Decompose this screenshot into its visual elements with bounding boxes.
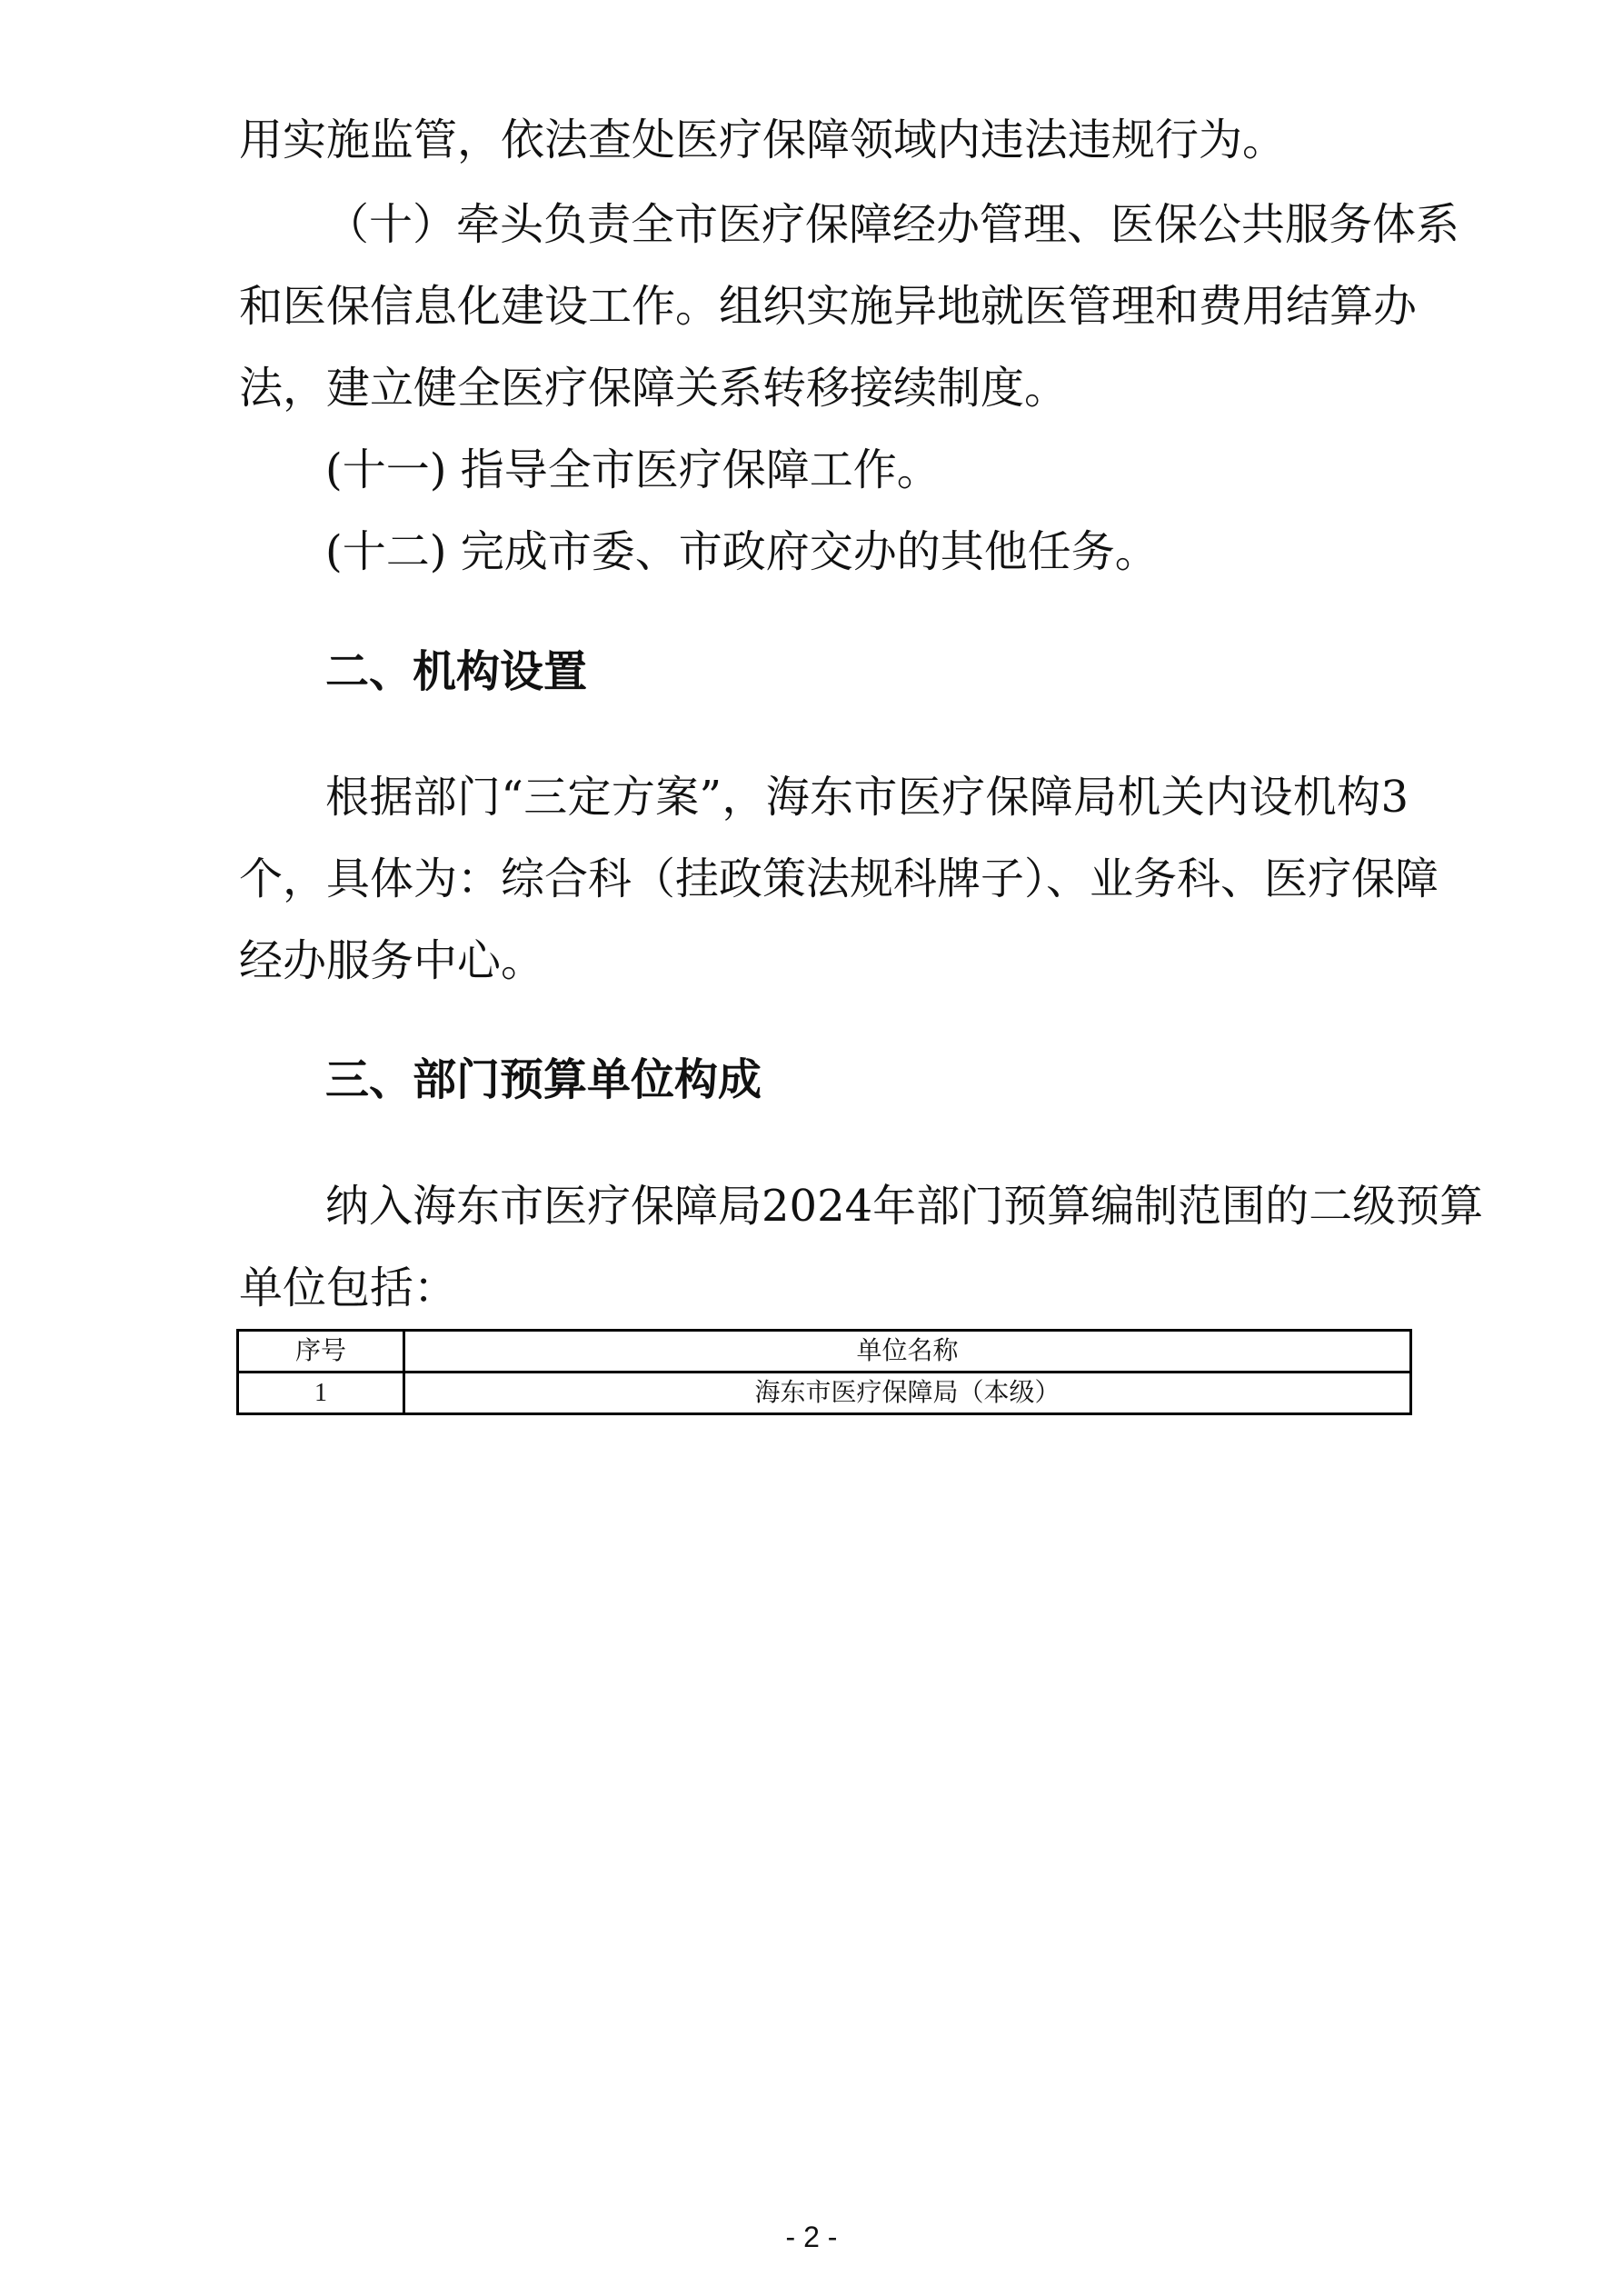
table-row bbox=[238, 1373, 1411, 1414]
paragraph-line: 法，建立健全医疗保障关系转移接续制度。 bbox=[239, 363, 1069, 414]
paragraph-line: 个，具体为：综合科（挂政策法规科牌子）、业务科、医疗保障 bbox=[239, 854, 1439, 904]
paragraph-line: （十）牵头负责全市医疗保障经办管理、医保公共服务体系 bbox=[325, 199, 1460, 250]
paragraph-line: 用实施监管，依法查处医疗保障领域内违法违规行为。 bbox=[239, 115, 1287, 165]
section-heading: 三、部门预算单位构成 bbox=[325, 1054, 762, 1105]
section-heading: 二、机构设置 bbox=[325, 646, 588, 697]
table-header-cell: 单位名称 bbox=[404, 1331, 1411, 1373]
paragraph-line: 单位包括： bbox=[239, 1263, 458, 1313]
paragraph-line: 和医保信息化建设工作。组织实施异地就医管理和费用结算办 bbox=[239, 281, 1418, 332]
paragraph-line: 根据部门“三定方案”，海东市医疗保障局机关内设机构3 bbox=[325, 772, 1409, 823]
budget-units-table bbox=[236, 1329, 1412, 1415]
table-cell: 1 bbox=[238, 1373, 404, 1414]
table-cell: 海东市医疗保障局（本级） bbox=[404, 1373, 1411, 1414]
paragraph-line: (十一) 指导全市医疗保障工作。 bbox=[325, 444, 941, 495]
table-header-cell: 序号 bbox=[238, 1331, 404, 1373]
paragraph-line: 经办服务中心。 bbox=[239, 935, 545, 986]
table-header-row bbox=[238, 1331, 1411, 1373]
page-number: - 2 - bbox=[785, 2221, 838, 2253]
paragraph-line: (十二) 完成市委、市政府交办的其他任务。 bbox=[325, 526, 1159, 577]
paragraph-line: 纳入海东市医疗保障局2024年部门预算编制范围的二级预算 bbox=[325, 1181, 1484, 1232]
